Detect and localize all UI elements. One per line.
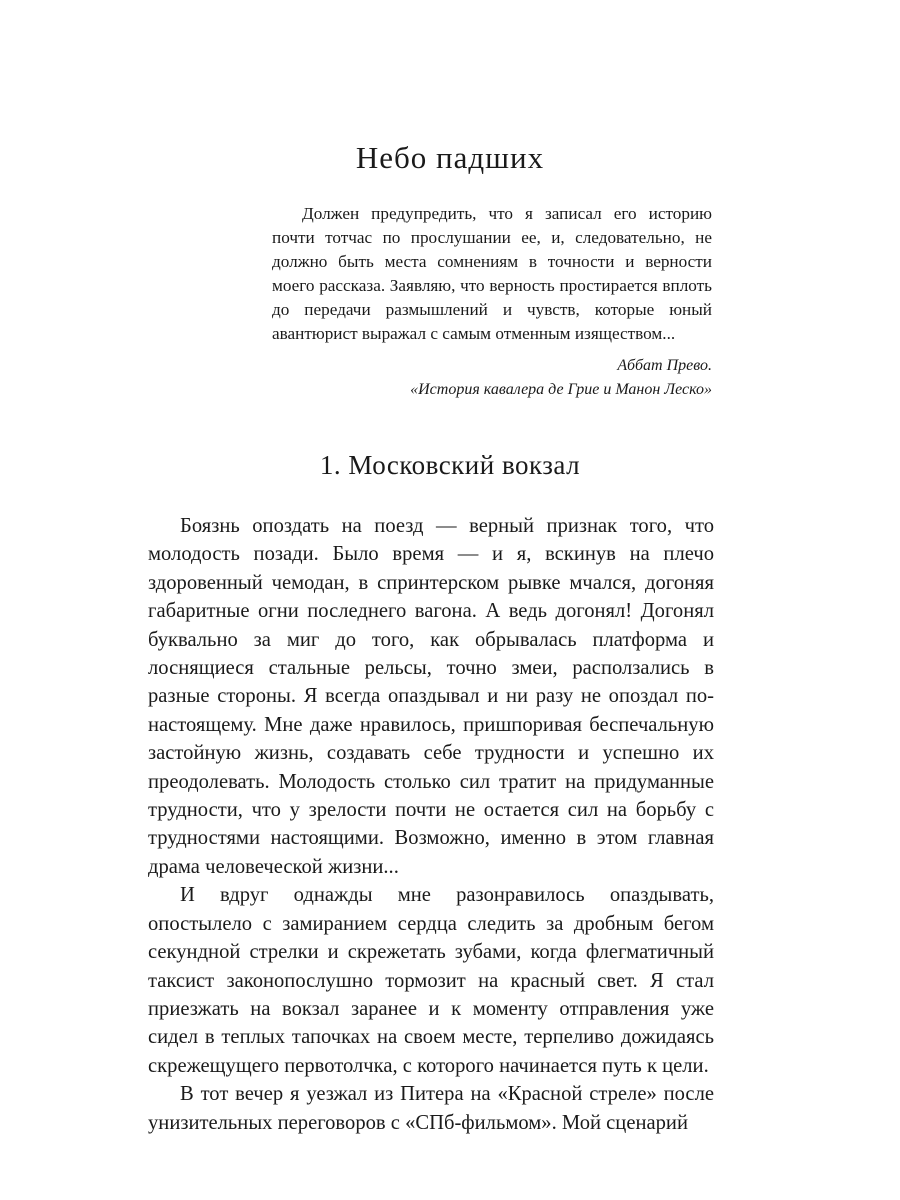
paragraph: И вдруг однажды мне разонравилось опаздывать, опостылело с замиранием сердца следить за дробным бегом секундной стрелки и скрежетать зубами, когда флегматичный таксист законопослушно тормозит на красный свет. Я стал приезжать на вокзал заранее и к моменту отправления уже сидел в теплых тапочках на своем месте, терпеливо дожидаясь скрежещущего первотолчка, с которого начинается путь к цели.: [148, 884, 714, 1077]
chapter-body: [148, 512, 714, 1137]
epigraph-author: Аббат Прево.: [617, 357, 712, 374]
book-title: Небо падших: [355, 140, 545, 175]
epigraph-attribution: [272, 354, 712, 402]
epigraph-source: «История кавалера де Грие и Манон Леско»: [410, 381, 712, 398]
paragraph: В тот вечер я уезжал из Питера на «Красной стреле» после унизительных переговоров с «СПб-фильмом». Мой сценарий: [148, 1083, 714, 1134]
chapter-title: 1. Московский вокзал: [319, 450, 581, 480]
epigraph-text: Должен предупредить, что я записал его историю почти тотчас по прослушании ее, и, следовательно, не должно быть места сомнениям в точности и верности моего рассказа. Заявляю, что верность простирается вплоть до передачи размышлений и чувств, которые юный авантюрист выражал с самым отменным изяществом...: [272, 204, 712, 343]
paragraph: Боязнь опоздать на поезд — верный признак того, что молодость позади. Было время — и я, вскинув на плечо здоровенный чемодан, в спринтерском рывке мчался, догоняя габаритные огни последнего вагона. А ведь догонял! Догонял буквально за миг до того, как обрывалась платформа и лоснящиеся стальные рельсы, точно змеи, расползались в разные стороны. Я всегда опаздывал и ни разу не опоздал по-настоящему. Мне даже нравилось, пришпоривая беспечальную застойную жизнь, создавать себе трудности и успешно их преодолевать. Молодость столько сил тратит на придуманные трудности, что у зрелости почти не остается сил на борьбу с трудностями настоящими. Возможно, именно в этом главная драма человеческой жизни...: [148, 515, 714, 878]
epigraph: [272, 202, 712, 402]
